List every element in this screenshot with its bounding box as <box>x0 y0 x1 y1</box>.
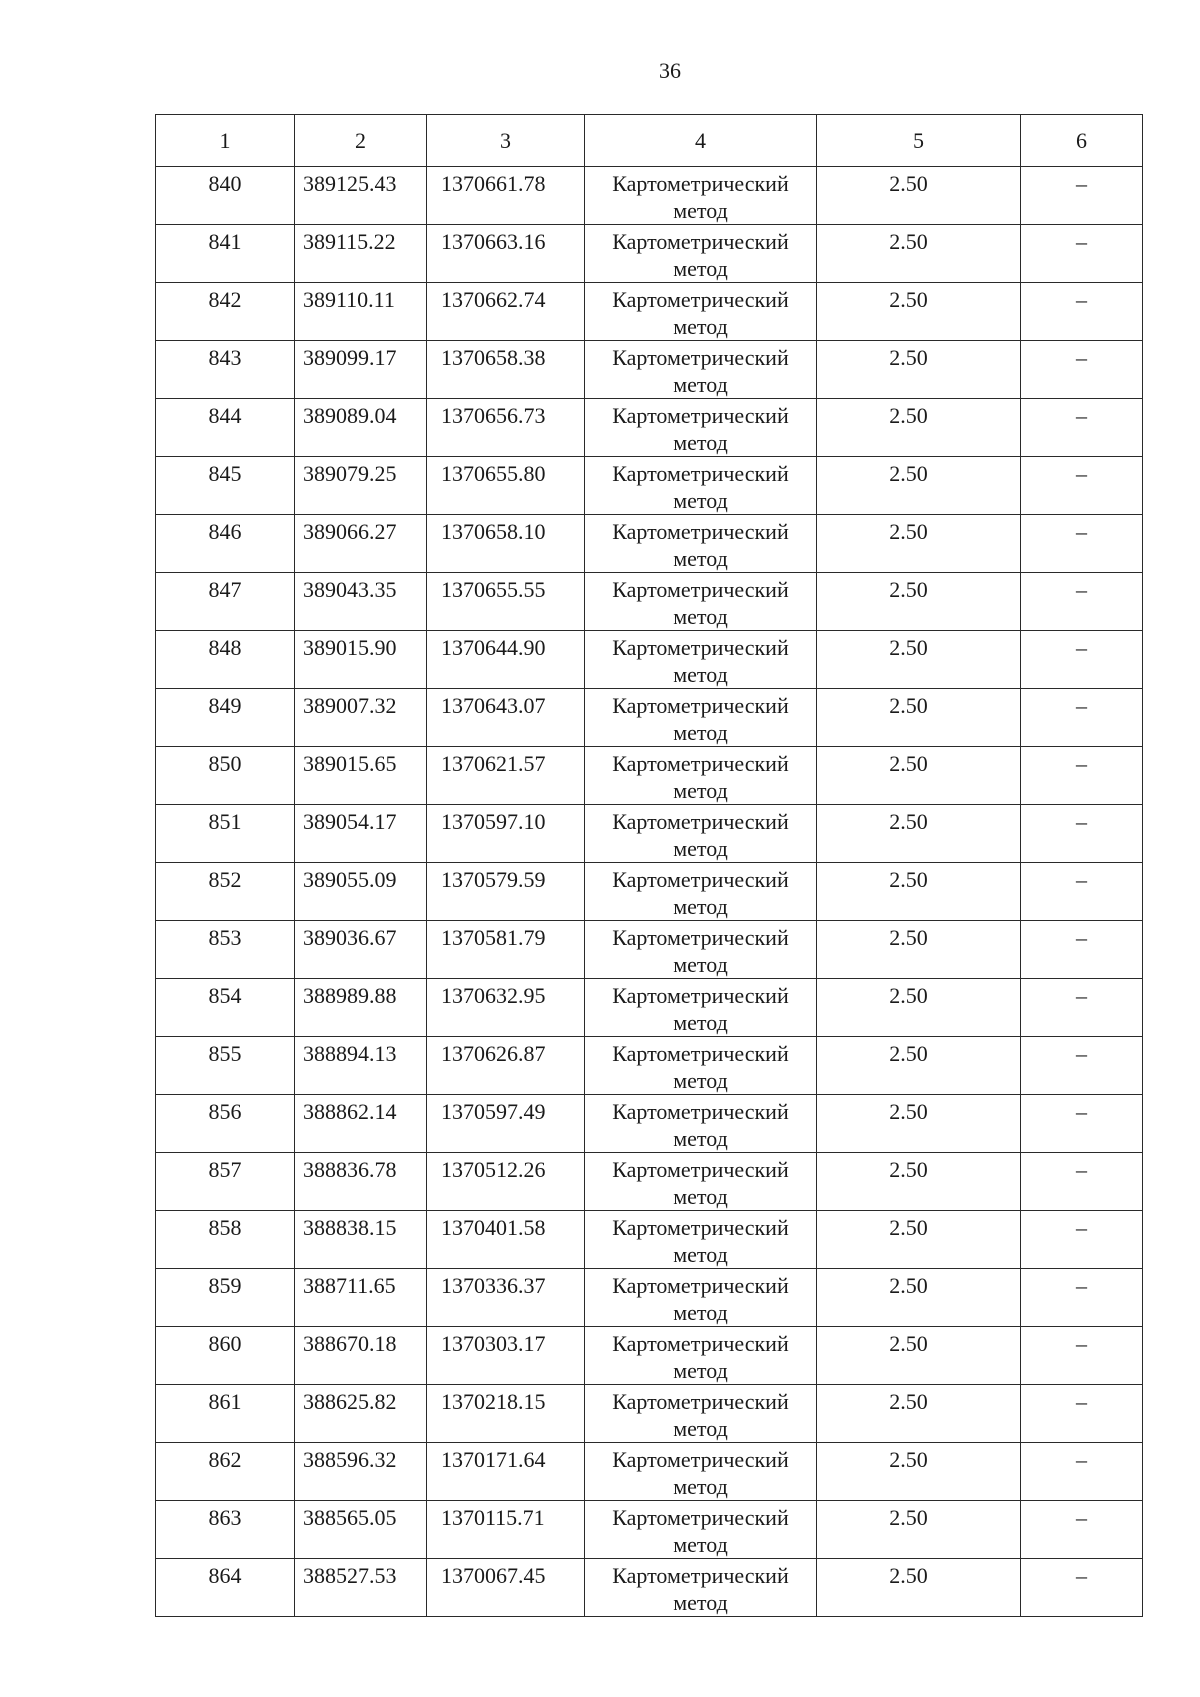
point-number-cell: 847 <box>156 573 295 631</box>
point-number-cell: 840 <box>156 167 295 225</box>
accuracy-cell: 2.50 <box>817 1037 1021 1095</box>
point-number-cell: 849 <box>156 689 295 747</box>
table-row <box>156 457 1143 515</box>
accuracy-cell: 2.50 <box>817 457 1021 515</box>
note-cell: – <box>1021 341 1143 399</box>
accuracy-cell: 2.50 <box>817 805 1021 863</box>
accuracy-cell: 2.50 <box>817 863 1021 921</box>
point-number-cell: 853 <box>156 921 295 979</box>
point-number-cell: 842 <box>156 283 295 341</box>
method-cell: Картометрический метод <box>585 863 817 921</box>
x-coordinate-cell: 388989.88 <box>295 979 427 1037</box>
y-coordinate-cell: 1370656.73 <box>427 399 585 457</box>
method-cell: Картометрический метод <box>585 1211 817 1269</box>
table-row <box>156 689 1143 747</box>
note-cell: – <box>1021 1153 1143 1211</box>
accuracy-cell: 2.50 <box>817 1153 1021 1211</box>
x-coordinate-cell: 389054.17 <box>295 805 427 863</box>
accuracy-cell: 2.50 <box>817 399 1021 457</box>
y-coordinate-cell: 1370581.79 <box>427 921 585 979</box>
accuracy-cell: 2.50 <box>817 573 1021 631</box>
accuracy-cell: 2.50 <box>817 1501 1021 1559</box>
note-cell: – <box>1021 1443 1143 1501</box>
method-cell: Картометрический метод <box>585 1501 817 1559</box>
method-cell: Картометрический метод <box>585 1153 817 1211</box>
table-row <box>156 341 1143 399</box>
point-number-cell: 860 <box>156 1327 295 1385</box>
table-row <box>156 225 1143 283</box>
point-number-cell: 843 <box>156 341 295 399</box>
column-header-2: 2 <box>295 115 427 167</box>
point-number-cell: 850 <box>156 747 295 805</box>
note-cell: – <box>1021 1501 1143 1559</box>
table-body <box>156 167 1143 1617</box>
table-row <box>156 573 1143 631</box>
x-coordinate-cell: 389066.27 <box>295 515 427 573</box>
accuracy-cell: 2.50 <box>817 689 1021 747</box>
accuracy-cell: 2.50 <box>817 747 1021 805</box>
x-coordinate-cell: 389099.17 <box>295 341 427 399</box>
y-coordinate-cell: 1370115.71 <box>427 1501 585 1559</box>
note-cell: – <box>1021 225 1143 283</box>
x-coordinate-cell: 388527.53 <box>295 1559 427 1617</box>
note-cell: – <box>1021 1385 1143 1443</box>
y-coordinate-cell: 1370655.80 <box>427 457 585 515</box>
table-row <box>156 167 1143 225</box>
table-row <box>156 1327 1143 1385</box>
accuracy-cell: 2.50 <box>817 167 1021 225</box>
column-header-1: 1 <box>156 115 295 167</box>
x-coordinate-cell: 389089.04 <box>295 399 427 457</box>
point-number-cell: 845 <box>156 457 295 515</box>
method-cell: Картометрический метод <box>585 1095 817 1153</box>
point-number-cell: 855 <box>156 1037 295 1095</box>
accuracy-cell: 2.50 <box>817 631 1021 689</box>
point-number-cell: 862 <box>156 1443 295 1501</box>
x-coordinate-cell: 388838.15 <box>295 1211 427 1269</box>
note-cell: – <box>1021 515 1143 573</box>
point-number-cell: 844 <box>156 399 295 457</box>
accuracy-cell: 2.50 <box>817 1211 1021 1269</box>
column-header-5: 5 <box>817 115 1021 167</box>
method-cell: Картометрический метод <box>585 457 817 515</box>
header-row <box>156 115 1143 167</box>
table-row <box>156 805 1143 863</box>
method-cell: Картометрический метод <box>585 1037 817 1095</box>
y-coordinate-cell: 1370661.78 <box>427 167 585 225</box>
column-header-3: 3 <box>427 115 585 167</box>
y-coordinate-cell: 1370644.90 <box>427 631 585 689</box>
note-cell: – <box>1021 1269 1143 1327</box>
method-cell: Картометрический метод <box>585 1327 817 1385</box>
table-row <box>156 1211 1143 1269</box>
accuracy-cell: 2.50 <box>817 341 1021 399</box>
page-number: 36 <box>659 58 681 83</box>
x-coordinate-cell: 389079.25 <box>295 457 427 515</box>
y-coordinate-cell: 1370643.07 <box>427 689 585 747</box>
x-coordinate-cell: 389115.22 <box>295 225 427 283</box>
note-cell: – <box>1021 283 1143 341</box>
y-coordinate-cell: 1370662.74 <box>427 283 585 341</box>
point-number-cell: 851 <box>156 805 295 863</box>
table-row <box>156 747 1143 805</box>
note-cell: – <box>1021 979 1143 1037</box>
accuracy-cell: 2.50 <box>817 921 1021 979</box>
note-cell: – <box>1021 167 1143 225</box>
note-cell: – <box>1021 863 1143 921</box>
accuracy-cell: 2.50 <box>817 1095 1021 1153</box>
point-number-cell: 854 <box>156 979 295 1037</box>
note-cell: – <box>1021 457 1143 515</box>
y-coordinate-cell: 1370218.15 <box>427 1385 585 1443</box>
method-cell: Картометрический метод <box>585 689 817 747</box>
x-coordinate-cell: 389055.09 <box>295 863 427 921</box>
method-cell: Картометрический метод <box>585 979 817 1037</box>
accuracy-cell: 2.50 <box>817 225 1021 283</box>
note-cell: – <box>1021 573 1143 631</box>
note-cell: – <box>1021 1327 1143 1385</box>
table-row <box>156 1153 1143 1211</box>
accuracy-cell: 2.50 <box>817 979 1021 1037</box>
y-coordinate-cell: 1370658.10 <box>427 515 585 573</box>
point-number-cell: 859 <box>156 1269 295 1327</box>
table-row <box>156 283 1143 341</box>
x-coordinate-cell: 389110.11 <box>295 283 427 341</box>
y-coordinate-cell: 1370597.49 <box>427 1095 585 1153</box>
x-coordinate-cell: 388836.78 <box>295 1153 427 1211</box>
method-cell: Картометрический метод <box>585 573 817 631</box>
y-coordinate-cell: 1370632.95 <box>427 979 585 1037</box>
accuracy-cell: 2.50 <box>817 1443 1021 1501</box>
table-row <box>156 1095 1143 1153</box>
note-cell: – <box>1021 399 1143 457</box>
y-coordinate-cell: 1370512.26 <box>427 1153 585 1211</box>
note-cell: – <box>1021 1559 1143 1617</box>
accuracy-cell: 2.50 <box>817 1559 1021 1617</box>
method-cell: Картометрический метод <box>585 1385 817 1443</box>
method-cell: Картометрический метод <box>585 747 817 805</box>
method-cell: Картометрический метод <box>585 515 817 573</box>
column-header-6: 6 <box>1021 115 1143 167</box>
point-number-cell: 848 <box>156 631 295 689</box>
note-cell: – <box>1021 689 1143 747</box>
table-row <box>156 1443 1143 1501</box>
y-coordinate-cell: 1370336.37 <box>427 1269 585 1327</box>
note-cell: – <box>1021 631 1143 689</box>
table-row <box>156 631 1143 689</box>
x-coordinate-cell: 388711.65 <box>295 1269 427 1327</box>
accuracy-cell: 2.50 <box>817 1385 1021 1443</box>
point-number-cell: 856 <box>156 1095 295 1153</box>
note-cell: – <box>1021 747 1143 805</box>
note-cell: – <box>1021 1095 1143 1153</box>
table-row <box>156 399 1143 457</box>
accuracy-cell: 2.50 <box>817 515 1021 573</box>
accuracy-cell: 2.50 <box>817 1269 1021 1327</box>
note-cell: – <box>1021 805 1143 863</box>
method-cell: Картометрический метод <box>585 283 817 341</box>
x-coordinate-cell: 389015.65 <box>295 747 427 805</box>
point-number-cell: 858 <box>156 1211 295 1269</box>
table-row <box>156 515 1143 573</box>
accuracy-cell: 2.50 <box>817 1327 1021 1385</box>
y-coordinate-cell: 1370597.10 <box>427 805 585 863</box>
coordinates-table <box>155 114 1143 1617</box>
y-coordinate-cell: 1370303.17 <box>427 1327 585 1385</box>
point-number-cell: 864 <box>156 1559 295 1617</box>
method-cell: Картометрический метод <box>585 1269 817 1327</box>
point-number-cell: 852 <box>156 863 295 921</box>
x-coordinate-cell: 388565.05 <box>295 1501 427 1559</box>
point-number-cell: 846 <box>156 515 295 573</box>
point-number-cell: 861 <box>156 1385 295 1443</box>
method-cell: Картометрический метод <box>585 1443 817 1501</box>
point-number-cell: 863 <box>156 1501 295 1559</box>
x-coordinate-cell: 388670.18 <box>295 1327 427 1385</box>
x-coordinate-cell: 389007.32 <box>295 689 427 747</box>
point-number-cell: 857 <box>156 1153 295 1211</box>
table-header <box>156 115 1143 167</box>
method-cell: Картометрический метод <box>585 225 817 283</box>
x-coordinate-cell: 389043.35 <box>295 573 427 631</box>
y-coordinate-cell: 1370401.58 <box>427 1211 585 1269</box>
method-cell: Картометрический метод <box>585 1559 817 1617</box>
x-coordinate-cell: 388862.14 <box>295 1095 427 1153</box>
method-cell: Картометрический метод <box>585 167 817 225</box>
y-coordinate-cell: 1370171.64 <box>427 1443 585 1501</box>
x-coordinate-cell: 388625.82 <box>295 1385 427 1443</box>
method-cell: Картометрический метод <box>585 805 817 863</box>
method-cell: Картометрический метод <box>585 631 817 689</box>
table-row <box>156 1559 1143 1617</box>
y-coordinate-cell: 1370621.57 <box>427 747 585 805</box>
accuracy-cell: 2.50 <box>817 283 1021 341</box>
method-cell: Картометрический метод <box>585 399 817 457</box>
x-coordinate-cell: 388894.13 <box>295 1037 427 1095</box>
y-coordinate-cell: 1370655.55 <box>427 573 585 631</box>
point-number-cell: 841 <box>156 225 295 283</box>
x-coordinate-cell: 389036.67 <box>295 921 427 979</box>
note-cell: – <box>1021 921 1143 979</box>
table-row <box>156 863 1143 921</box>
table-row <box>156 1269 1143 1327</box>
table-row <box>156 1501 1143 1559</box>
method-cell: Картометрический метод <box>585 341 817 399</box>
table-row <box>156 1385 1143 1443</box>
method-cell: Картометрический метод <box>585 921 817 979</box>
y-coordinate-cell: 1370067.45 <box>427 1559 585 1617</box>
x-coordinate-cell: 388596.32 <box>295 1443 427 1501</box>
note-cell: – <box>1021 1037 1143 1095</box>
note-cell: – <box>1021 1211 1143 1269</box>
table-row <box>156 921 1143 979</box>
y-coordinate-cell: 1370579.59 <box>427 863 585 921</box>
y-coordinate-cell: 1370658.38 <box>427 341 585 399</box>
x-coordinate-cell: 389125.43 <box>295 167 427 225</box>
table-row <box>156 979 1143 1037</box>
x-coordinate-cell: 389015.90 <box>295 631 427 689</box>
table-row <box>156 1037 1143 1095</box>
y-coordinate-cell: 1370626.87 <box>427 1037 585 1095</box>
y-coordinate-cell: 1370663.16 <box>427 225 585 283</box>
column-header-4: 4 <box>585 115 817 167</box>
